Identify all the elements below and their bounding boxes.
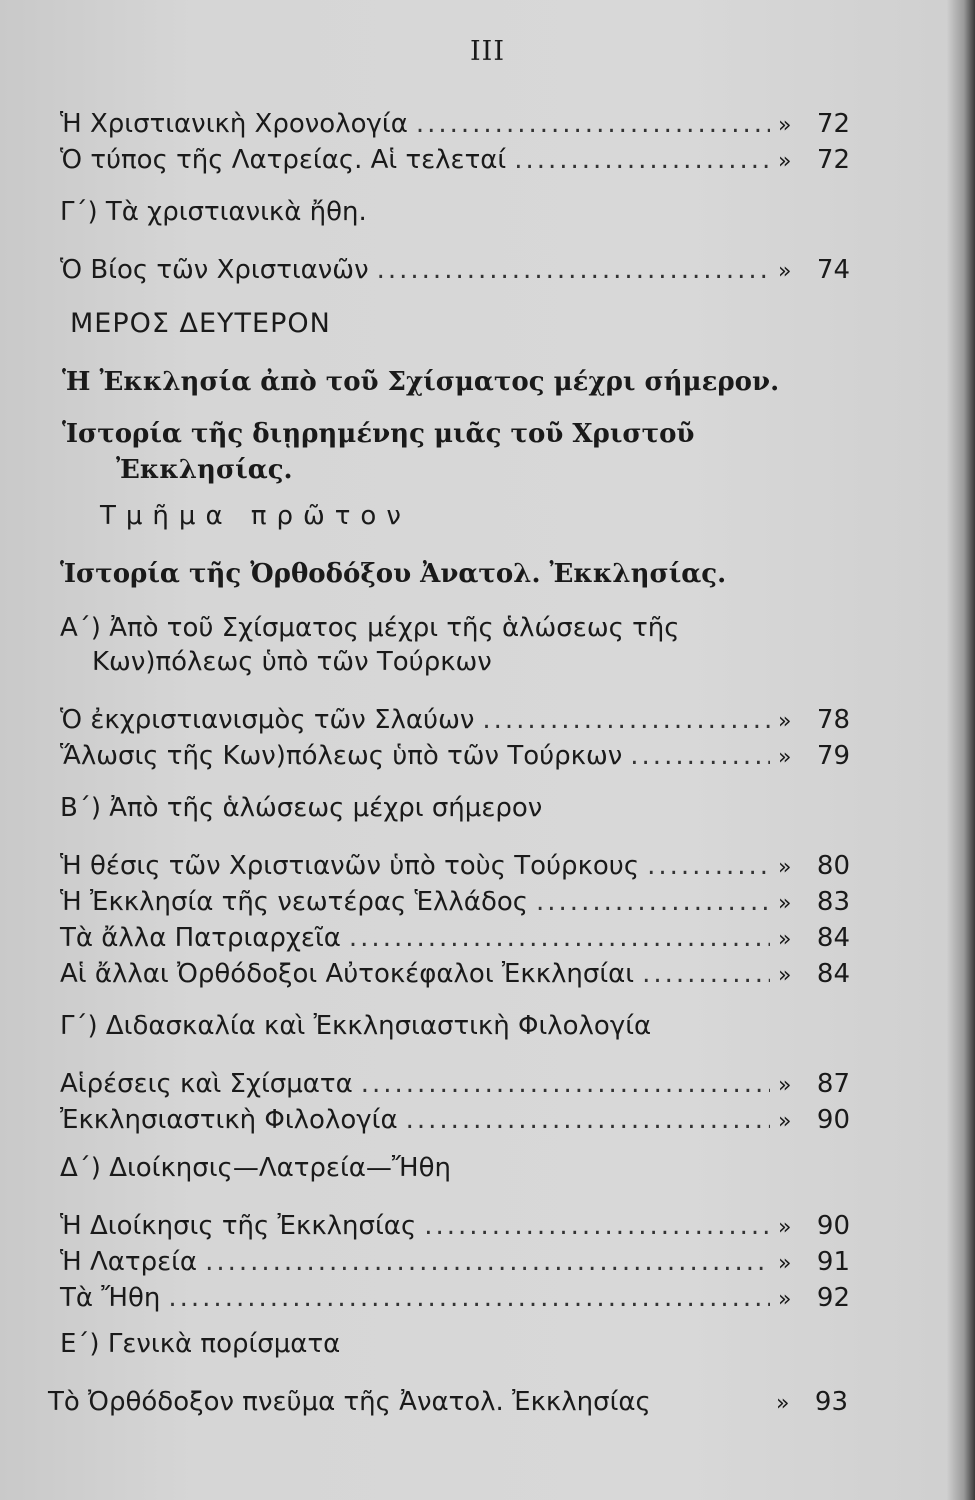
section-heading: Τμῆμα πρῶτον [100,501,411,531]
ditto-mark: » [778,927,792,952]
toc-entry-page: 84 [816,923,850,953]
leader-dots [424,1206,770,1246]
ditto-mark: » [778,1287,792,1312]
toc-entry-page: 84 [816,959,850,989]
leader-dots [416,104,770,144]
toc-entry-page: 78 [816,705,850,735]
leader-dots [377,250,770,290]
subsection-heading-continued: Κων)πόλεως ὑπὸ τῶν Τούρκων [92,647,492,677]
leader-dots [514,140,770,180]
toc-entry-title: Τὰ Ἤθη [60,1283,161,1313]
ditto-mark: » [778,745,792,770]
toc-entry-title: Τὸ Ὀρθόδοξον πνεῦμα τῆς Ἀνατολ. Ἐκκλησίας [48,1387,651,1417]
leader-dots [205,1242,770,1282]
leader-dots [536,882,770,922]
toc-entry [60,104,850,144]
toc-entry-title: Ἡ Ἐκκλησία τῆς νεωτέρας Ἑλλάδος [60,887,529,917]
toc-entry-title: Ἡ θέσις τῶν Χριστιανῶν ὑπὸ τοὺς Τούρκους [60,851,640,881]
ditto-mark: » [778,963,792,988]
subsection-heading: Β΄) Ἀπὸ τῆς ἁλώσεως μέχρι σήμερον [60,793,543,823]
subsection-heading: Ε΄) Γενικὰ πορίσματα [60,1329,341,1359]
toc-entry-page: 72 [816,145,850,175]
toc-entry-page: 80 [816,851,850,881]
leader-dots [406,1100,770,1140]
toc-entry-title: Ὁ ἐκχριστιανισμὸς τῶν Σλαύων [60,705,475,735]
ditto-mark: » [778,709,792,734]
toc-entry-title: Ἡ Λατρεία [60,1247,198,1277]
toc-entry-page: 74 [816,255,850,285]
toc-entry-title: Ἡ Χριστιανικὴ Χρονολογία [60,109,408,139]
ditto-mark: » [778,1109,792,1134]
toc-entry-title: Ὁ Βίος τῶν Χριστιανῶν [60,255,369,285]
leader-dots [642,954,770,994]
leader-dots [349,918,770,958]
section-heading: Γ΄) Τὰ χριστιανικὰ ἤθη. [60,197,367,227]
ditto-mark: » [778,1215,792,1240]
toc-entry-title: Ἅλωσις τῆς Κων)πόλεως ὑπὸ τῶν Τούρκων [60,741,623,771]
toc-entry [60,736,850,776]
ditto-mark: » [778,259,792,284]
bold-heading-continued: Ἐκκλησίας. [116,455,293,485]
toc-entry [60,1100,850,1140]
ditto-mark: » [778,113,792,138]
toc-entry [60,140,850,180]
bold-heading: Ἱστορία τῆς Ὀρθοδόξου Ἀνατολ. Ἐκκλησίας. [60,559,727,589]
toc-entry-title: Ἐκκλησιαστικὴ Φιλολογία [60,1105,398,1135]
ditto-mark: » [776,1391,790,1416]
toc-entry-page: 92 [816,1283,850,1313]
leader-dots [168,1278,770,1318]
toc-entry [60,846,850,886]
ditto-mark: » [778,891,792,916]
bold-heading: Ἱστορία τῆς διῃρημένης μιᾶς τοῦ Χριστοῦ [62,419,695,449]
leader-dots [647,846,770,886]
toc-entry [60,700,850,740]
subsection-heading: Δ΄) Διοίκησις—Λατρεία—Ἤθη [60,1153,451,1183]
toc-entry-page: 90 [816,1211,850,1241]
toc-entry-title: Αἱ ἄλλαι Ὀρθόδοξοι Αὐτοκέφαλοι Ἐκκλησίαι [60,959,635,989]
toc-entry [60,882,850,922]
subsection-heading: Α΄) Ἀπὸ τοῦ Σχίσματος μέχρι τῆς ἁλώσεως τῆς [60,613,680,643]
toc-entry-page: 83 [816,887,850,917]
toc-entry [48,1382,848,1422]
toc-entry-page: 79 [816,741,850,771]
bold-heading: Ἡ Ἐκκλησία ἀπὸ τοῦ Σχίσματος μέχρι σήμερον. [62,367,780,397]
ditto-mark: » [778,1251,792,1276]
toc-entry-page: 87 [816,1069,850,1099]
leader-dots [482,700,770,740]
toc-entry [60,1278,850,1318]
toc-entry-page: 91 [816,1247,850,1277]
page-number: III [470,36,505,67]
toc-entry [60,1242,850,1282]
toc-entry-title: Ἡ Διοίκησις τῆς Ἐκκλησίας [60,1211,417,1241]
toc-entry-page: 93 [814,1387,848,1417]
ditto-mark: » [778,1073,792,1098]
leader-dots [361,1064,770,1104]
toc-entry [60,1064,850,1104]
toc-entry-page: 90 [816,1105,850,1135]
toc-entry [60,954,850,994]
toc-entry [60,1206,850,1246]
subsection-heading: Γ΄) Διδασκαλία καὶ Ἐκκλησιαστικὴ Φιλολογία [60,1011,652,1041]
toc-entry-page: 72 [816,109,850,139]
book-spine-shadow [947,0,975,1500]
part-heading: ΜΕΡΟΣ ΔΕΥΤΕΡΟΝ [70,308,331,339]
toc-entry [60,250,850,290]
leader-dots [630,736,770,776]
toc-entry-title: Αἱρέσεις καὶ Σχίσματα [60,1069,353,1099]
toc-entry-title: Τὰ ἄλλα Πατριαρχεῖα [60,923,341,953]
toc-entry [60,918,850,958]
ditto-mark: » [778,855,792,880]
ditto-mark: » [778,149,792,174]
toc-entry-title: Ὁ τύπος τῆς Λατρείας. Αἱ τελεταί [60,145,507,175]
